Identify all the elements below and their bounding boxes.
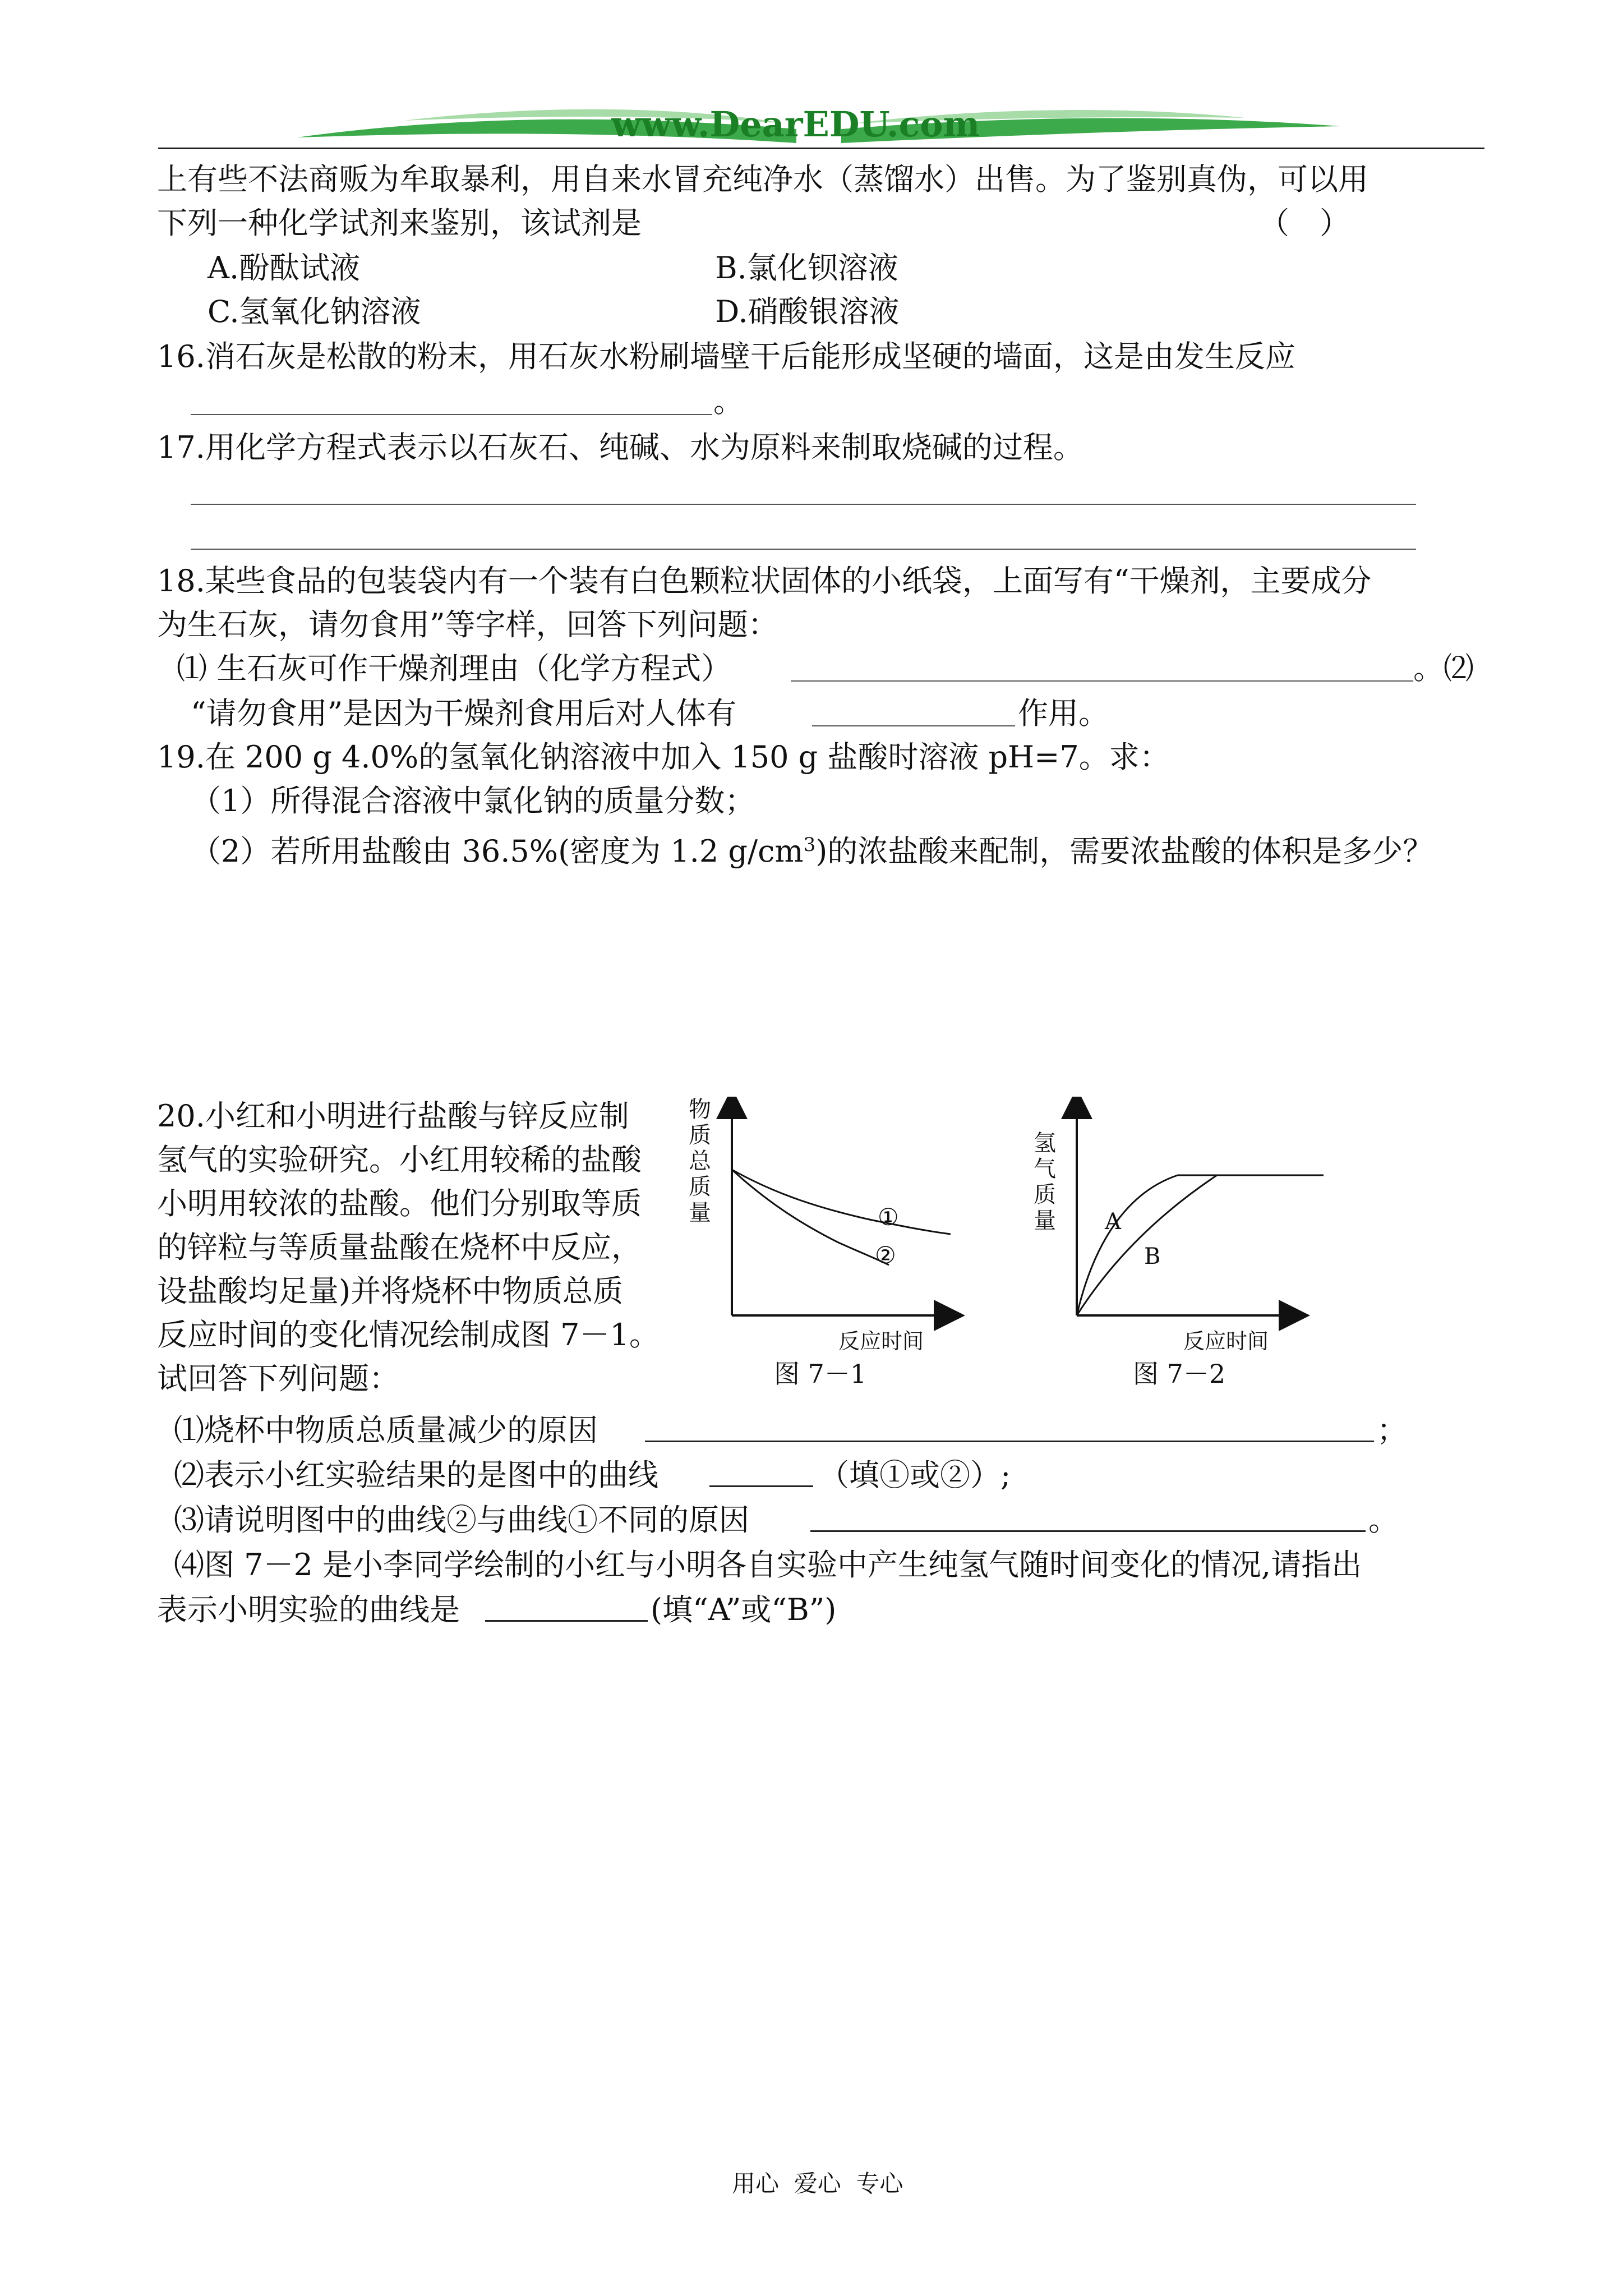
q18-sub1: ⑴ 生石灰可作干燥剂理由（化学方程式）: [177, 651, 732, 686]
q15-answer-bracket: （ ）: [1259, 205, 1350, 241]
q15-option-b: B.氯化钡溶液: [715, 250, 898, 286]
header-rule: [158, 148, 1484, 149]
q20-line-1: 20.小红和小明进行盐酸与锌反应制: [157, 1098, 629, 1134]
page-header: [292, 98, 1346, 160]
q18-line1: 18.某些食品的包装袋内有一个装有白色颗粒状固体的小纸袋，上面写有“干燥剂，主要成分: [157, 563, 1372, 599]
q19-sub1: （1）所得混合溶液中氯化钠的质量分数；: [191, 783, 755, 818]
q20-sub4-line2-end: (填“A”或“B”): [651, 1592, 837, 1627]
figure2-curve-label-b: B: [1144, 1244, 1161, 1269]
figure2-x-label: 反应时间: [1183, 1329, 1269, 1354]
q19-sub2-text-b: )的浓盐酸来配制，需要浓盐酸的体积是多少？: [815, 834, 1433, 869]
q20-sub2-text: ⑵表示小红实验结果的是图中的曲线: [174, 1457, 658, 1493]
q20-line-3: 小明用较浓的盐酸。他们分别取等质: [157, 1186, 642, 1221]
q20-line-5: 设盐酸均足量)并将烧杯中物质总质: [157, 1273, 624, 1309]
q20-line-7: 试回答下列问题：: [157, 1361, 399, 1396]
figure1-curve-label-2: ②: [875, 1241, 896, 1269]
figure1-curve-2: [732, 1170, 889, 1265]
q20-sub1: ⑴烧杯中物质总质量减少的原因: [174, 1412, 598, 1448]
q15-line1: 上有些不法商贩为牟取暴利，用自来水冒充纯净水（蒸馏水）出售。为了鉴别真伪，可以用: [157, 162, 1368, 197]
q19-sub2: [191, 822, 1433, 874]
q16-end: 。: [713, 384, 744, 419]
figure1-y-label: 物质总质量: [689, 1097, 711, 1226]
q20-sub4-line1: ⑷图 7－2 是小李同学绘制的小红与小明各自实验中产生纯氢气随时间变化的情况,请指出: [174, 1547, 1362, 1582]
q20-line-4: 的锌粒与等质量盐酸在烧杯中反应，: [157, 1230, 642, 1265]
header-logo-text[interactable]: www.DearEDU.com: [611, 104, 980, 145]
q20-line-2: 氢气的实验研究。小红用较稀的盐酸: [157, 1142, 642, 1177]
q18-sub2-answer-blank[interactable]: [812, 725, 1015, 726]
q20-sub4-line2-text: 表示小明实验的曲线是: [157, 1592, 460, 1627]
q19-sub2-superscript: 3: [803, 834, 816, 856]
q15-line2: 下列一种化学试剂来鉴别，该试剂是: [157, 205, 642, 241]
q18-sub1-end: 。⑵: [1413, 651, 1474, 686]
figure-7-2: [1032, 1097, 1346, 1388]
figure1-curve-label-1: ①: [878, 1203, 899, 1231]
q19-text: 19.在 200 g 4.0%的氢氧化钠溶液中加入 150 g 盐酸时溶液 pH=7。求：: [157, 739, 1170, 775]
q20-sub4-answer-blank[interactable]: [485, 1620, 648, 1622]
q15-option-a: A.酚酞试液: [208, 250, 361, 286]
q16-text: 16.消石灰是松散的粉末，用石灰水粉刷墙壁干后能形成坚硬的墙面，这是由发生反应: [157, 339, 1295, 374]
figure2-curve-label-a: A: [1105, 1209, 1121, 1235]
figure1-caption: 图 7－1: [774, 1359, 867, 1389]
figure2-caption: 图 7－2: [1133, 1359, 1226, 1389]
q20-sub1-end: ；: [1377, 1412, 1407, 1448]
q18-sub2-text: “请勿食用”是因为干燥剂食用后对人体有: [191, 696, 737, 731]
q15-option-c: C.氢氧化钠溶液: [208, 294, 421, 329]
page-footer: 用心 爱心 专心: [732, 2170, 903, 2197]
q18-sub1-answer-blank[interactable]: [791, 680, 1413, 682]
q19-sub2-text-a: （2）若所用盐酸由 36.5%(密度为 1.2 g/cm: [191, 834, 804, 869]
q18-line2: 为生石灰，请勿食用”等字样，回答下列问题：: [157, 607, 778, 642]
q17-text: 17.用化学方程式表示以石灰石、纯碱、水为原料来制取烧碱的过程。: [157, 430, 1083, 465]
q20-line-6: 反应时间的变化情况绘制成图 7－1。: [157, 1317, 660, 1352]
q20-sub2-end: （填①或②）;: [819, 1457, 1011, 1493]
figure-7-1: [676, 1097, 990, 1388]
q20-sub3-end: 。: [1368, 1502, 1399, 1538]
q20-sub2-answer-blank[interactable]: [709, 1485, 813, 1487]
figure1-curve-1: [732, 1170, 951, 1234]
q18-sub2-end: 作用。: [1018, 696, 1109, 731]
figure1-x-label: 反应时间: [838, 1329, 924, 1354]
figure2-curve-a: [1077, 1175, 1324, 1315]
q20-sub1-answer-blank[interactable]: [645, 1441, 1374, 1442]
figure2-y-label: 氢气质量: [1034, 1130, 1056, 1234]
q17-answer-line-1[interactable]: [191, 504, 1416, 505]
figure2-plot: [1032, 1097, 1346, 1332]
figure1-plot: [676, 1097, 990, 1332]
q20-sub3: ⑶请说明图中的曲线②与曲线①不同的原因: [174, 1502, 749, 1538]
q20-sub3-answer-blank[interactable]: [810, 1530, 1366, 1532]
q15-option-d: D.硝酸银溶液: [715, 294, 900, 329]
q16-answer-blank[interactable]: [191, 414, 712, 415]
q17-answer-line-2[interactable]: [191, 549, 1416, 550]
